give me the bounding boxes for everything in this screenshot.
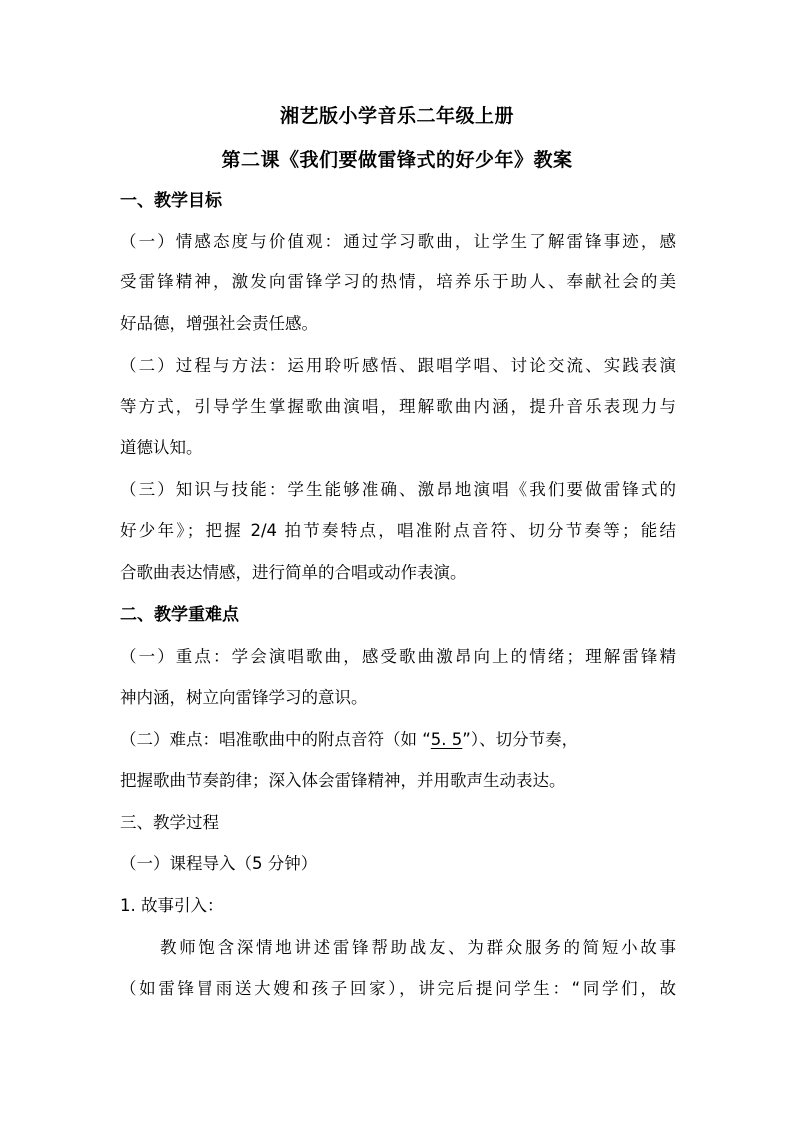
objective-1-line-3: 好品德，增强社会责任感。 (120, 314, 318, 333)
document-title-line-1: 湘艺版小学音乐二年级上册 (279, 105, 514, 127)
section-heading-teaching-process: 三、教学过程 (120, 813, 219, 832)
dotted-note-example: 5. 5 (430, 730, 463, 749)
objective-2-line-3: 道德认知。 (120, 438, 203, 457)
difficult-point-line-1 (120, 729, 676, 751)
paragraph-line-1: 教师饱含深情地讲述雷锋帮助战友、为群众服务的简短小故事 (160, 938, 676, 957)
difficult-point-text-before: （二）难点：唱准歌曲中的附点音符（如 “ (120, 730, 431, 749)
objective-3-line-1: （三）知识与技能：学生能够准确、激昂地演唱《我们要做雷锋式的 (120, 480, 676, 499)
objective-2-line-1: （二）过程与方法：运用聆听感悟、跟唱学唱、讨论交流、实践表演 (120, 356, 676, 375)
document-title-line-2: 第二课《我们要做雷锋式的好少年》教案 (221, 149, 573, 171)
difficult-point-line-2: 把握歌曲节奏韵律；深入体会雷锋精神，并用歌声生动表达。 (120, 771, 566, 790)
objective-2-line-2: 等方式，引导学生掌握歌曲演唱，理解歌曲内涵，提升音乐表现力与 (120, 397, 676, 416)
key-point-line-2: 神内涵，树立向雷锋学习的意识。 (120, 688, 368, 707)
objective-3-line-2: 好少年》；把握 2/4 拍节奏特点，唱准附点音符、切分节奏等；能结 (120, 521, 676, 540)
section-heading-key-difficult-points: 二、教学重难点 (120, 605, 239, 625)
step-story-introduction: 1. 故事引入： (120, 896, 224, 915)
objective-1-line-2: 受雷锋精神，激发向雷锋学习的热情，培养乐于助人、奉献社会的美 (120, 272, 676, 291)
paragraph-line-2: （如雷锋冒雨送大嫂和孩子回家），讲完后提问学生：“同学们，故 (120, 979, 676, 998)
section-heading-teaching-objectives: 一、教学目标 (120, 191, 222, 211)
objective-3-line-3: 合歌曲表达情感，进行简单的合唱或动作表演。 (120, 563, 467, 582)
objective-1-line-1: （一）情感态度与价值观：通过学习歌曲，让学生了解雷锋事迹，感 (120, 232, 676, 251)
key-point-line-1: （一）重点：学会演唱歌曲，感受歌曲激昂向上的情绪；理解雷锋精 (120, 647, 676, 666)
difficult-point-text-after: ”）、切分节奏， (462, 730, 579, 749)
subsection-course-introduction: （一）课程导入（5 分钟） (120, 854, 318, 873)
